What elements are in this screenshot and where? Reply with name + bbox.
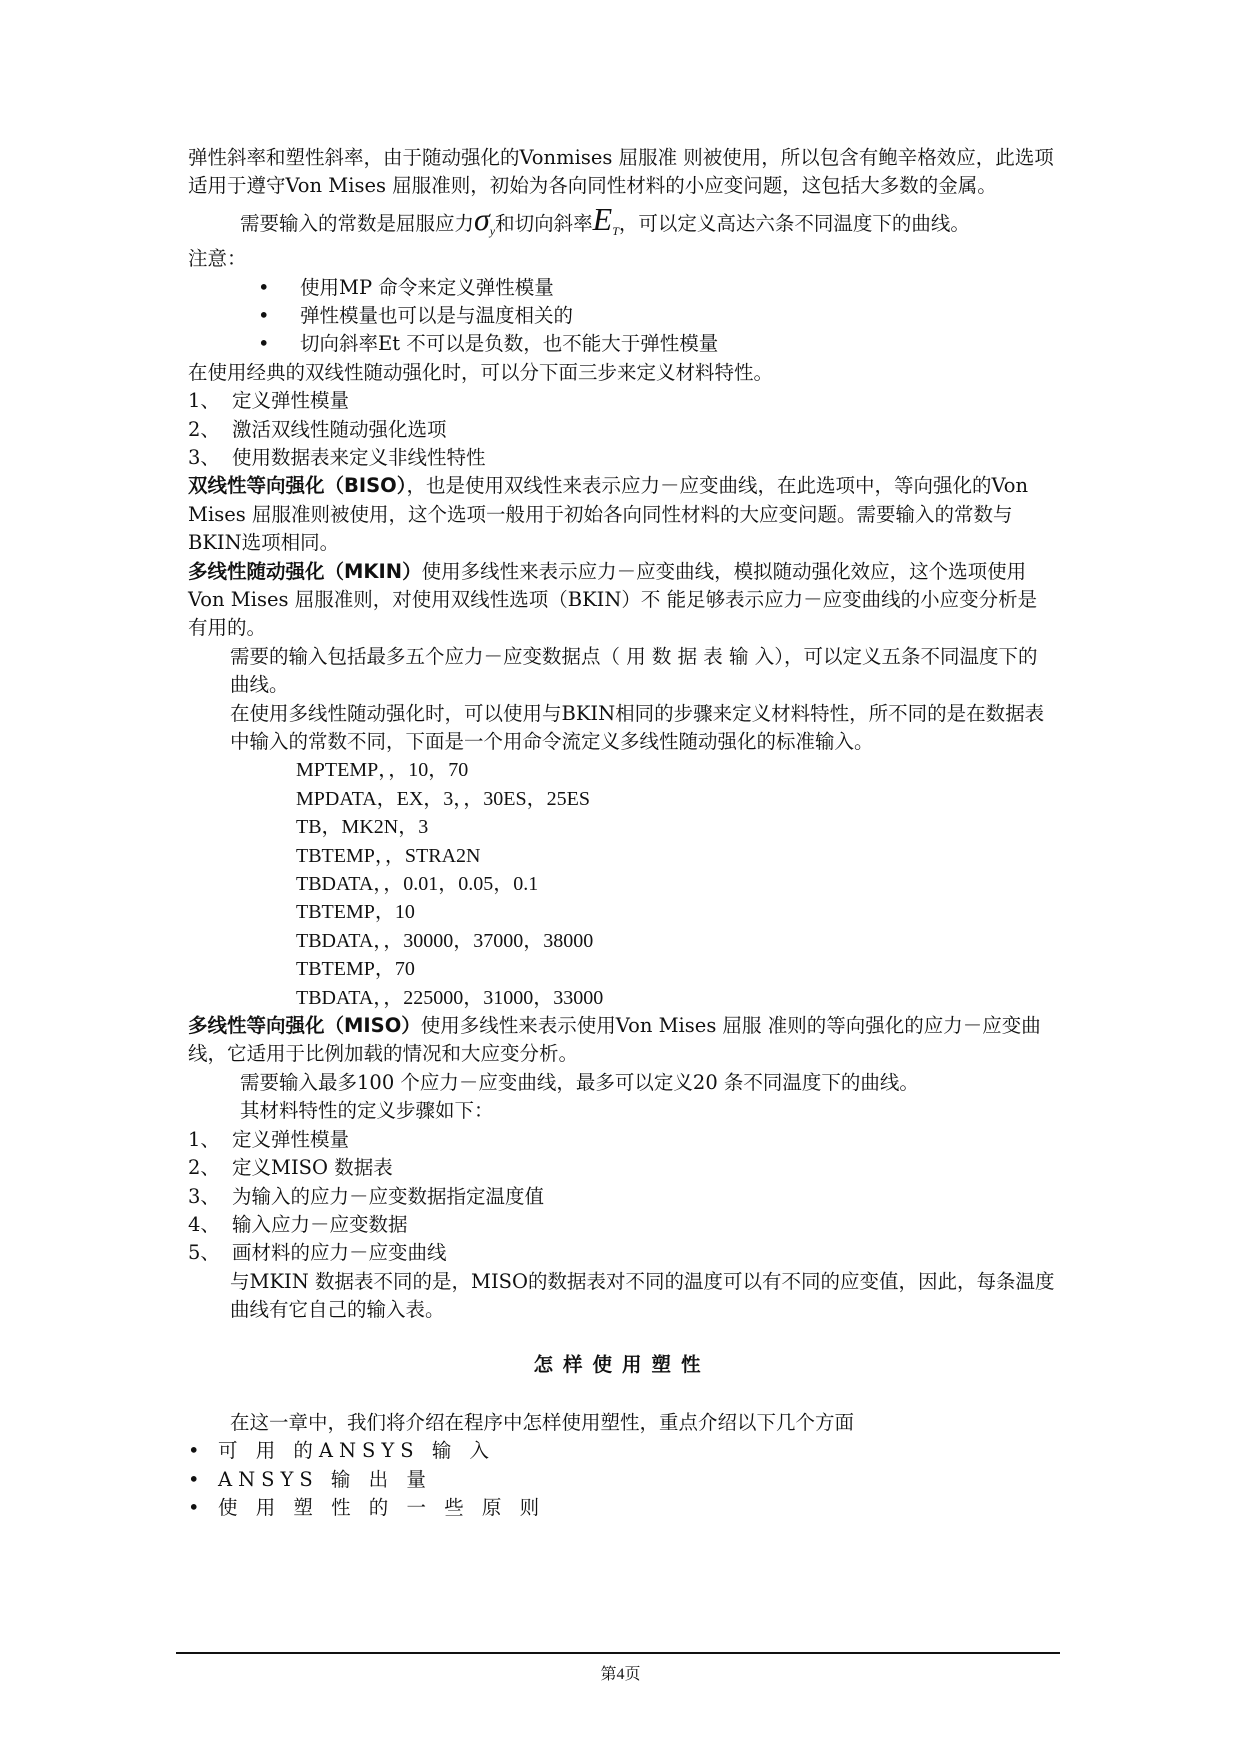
page-content	[188, 144, 1056, 1523]
list-item: • 弹性模量也可以是与温度相关的	[258, 302, 1056, 330]
list-item: 1、 定义弹性模量	[188, 1127, 350, 1151]
paragraph-miso-closing: 与MKIN 数据表不同的是，MISO的数据表对不同的温度可以有不同的应变值，因此，每条温度曲线有它自己的输入表。	[230, 1269, 1055, 1322]
list-item: • 使用MP 命令来定义弹性模量	[258, 274, 1056, 302]
code-line: TBTEMP，，STRA2N	[296, 844, 481, 867]
list-item: 2、 激活双线性随动强化选项	[188, 417, 447, 441]
list-item: • 使 用 塑 性 的 一 些 原 则	[188, 1494, 1056, 1522]
list-item: 3、 为输入的应力－应变数据指定温度值	[188, 1184, 545, 1208]
list-item: • ANSYS 输 出 量	[188, 1466, 1056, 1494]
text-segment: ，可以定义高达六条不同温度下的曲线。	[618, 211, 970, 235]
list-item: • 可 用 的ANSYS 输 入	[188, 1437, 1056, 1465]
code-line: TBDATA，，30000，37000，38000	[296, 929, 594, 952]
notes-list	[188, 274, 1056, 359]
paragraph-miso-steps-intro: 其材料特性的定义步骤如下：	[240, 1099, 494, 1123]
code-line: TBTEMP，70	[296, 958, 415, 981]
miso-title: 多线性等向强化（MISO）	[188, 1014, 421, 1038]
list-item: 5、 画材料的应力－应变曲线	[188, 1241, 447, 1265]
paragraph-biso	[188, 472, 1056, 557]
paragraph-bkin-intro: 在使用经典的双线性随动强化时，可以分下面三步来定义材料特性。	[188, 360, 774, 384]
code-line: TBDATA，，0.01，0.05，0.1	[296, 873, 539, 896]
footer-divider	[176, 1652, 1060, 1654]
sigma-y-symbol: $\sigma_y$	[474, 200, 496, 238]
list-item: • 切向斜率Et 不可以是负数，也不能大于弹性模量	[258, 330, 1056, 358]
paragraph-input-constants	[188, 200, 1056, 245]
e-t-symbol: $E_T$	[592, 200, 619, 238]
code-line: TBDATA，，225000，31000，33000	[296, 986, 604, 1009]
page-number: 第4页	[600, 1666, 641, 1683]
code-line: TB，MK2N，3	[296, 816, 429, 839]
code-line: MPDATA，EX，3，，30ES，25ES	[296, 787, 590, 810]
paragraph-mkin-input: 需要的输入包括最多五个应力－应变数据点（ 用 数 据 表 输 入），可以定义五条不同温度下的曲线。	[230, 644, 1038, 697]
paragraph-miso	[188, 1012, 1056, 1069]
command-listing	[188, 756, 1056, 1012]
paragraph-miso-input: 需要输入最多100 个应力－应变曲线，最多可以定义20 条不同温度下的曲线。	[240, 1070, 919, 1094]
paragraph-section-intro: 在这一章中，我们将介绍在程序中怎样使用塑性，重点介绍以下几个方面	[230, 1410, 855, 1434]
miso-text: 使用多线性来表示使用Von Mises 屈服 准则的等向强化的应力－应变曲线，它适用于比例加载的情况和大应变分析。	[188, 1014, 1041, 1066]
bkin-steps-list	[188, 387, 1056, 472]
section-bullets-list	[188, 1437, 1056, 1522]
text-segment: 需要输入的常数是屈服应力	[240, 211, 475, 235]
code-line: MPTEMP，，10，70	[296, 759, 469, 782]
paragraph-mkin	[188, 558, 1056, 643]
list-item: 1、 定义弹性模量	[188, 389, 350, 413]
note-label: 注意：	[188, 247, 247, 271]
list-item: 3、 使用数据表来定义非线性特性	[188, 445, 486, 469]
mkin-title: 多线性随动强化（MKIN）	[188, 559, 422, 583]
biso-text: ，也是使用双线性来表示应力－应变曲线，在此选项中，等向强化的Von Mises 屈服准则被使用，这个选项一般用于初始各向同性材料的大应变问题。需要输入的常数与BKIN选项相同。	[188, 474, 1029, 555]
list-item: 2、 定义MISO 数据表	[188, 1156, 393, 1180]
text-segment: 和切向斜率	[495, 211, 593, 235]
section-heading: 怎样使用塑性	[533, 1352, 711, 1376]
mkin-text: 使用多线性来表示应力－应变曲线，模拟随动强化效应，这个选项使用Von Mises 屈服准则，对使用双线性选项（BKIN）不 能足够表示应力－应变曲线的小应变分析是有用的。	[188, 559, 1038, 640]
paragraph-bkin-description: 弹性斜率和塑性斜率，由于随动强化的Vonmises 屈服准 则被使用，所以包含有鲍辛格效应，此选项适用于遵守Von Mises 屈服准则，初始为各向同性材料的小应变问题，这包括大多数的金属。	[188, 146, 1054, 198]
biso-title: 双线性等向强化（BISO）	[188, 474, 407, 498]
list-item: 4、 输入应力－应变数据	[188, 1212, 408, 1236]
miso-steps-list	[188, 1126, 1056, 1268]
code-line: TBTEMP，10	[296, 901, 415, 924]
paragraph-mkin-procedure: 在使用多线性随动强化时，可以使用与BKIN相同的步骤来定义材料特性，所不同的是在数据表中输入的常数不同，下面是一个用命令流定义多线性随动强化的标准输入。	[230, 701, 1045, 754]
